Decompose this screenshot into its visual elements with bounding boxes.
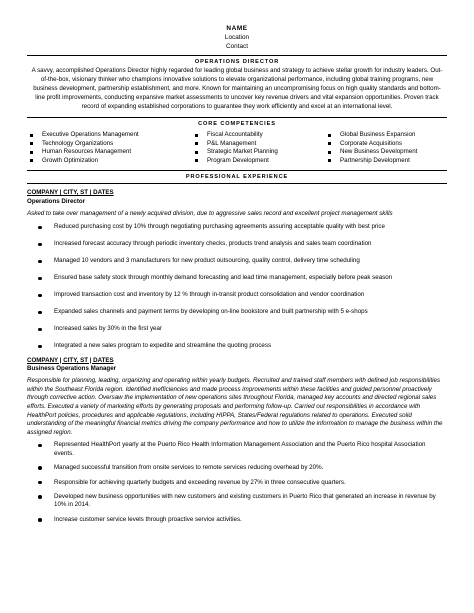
competency-item: Strategic Market Planning bbox=[192, 148, 325, 157]
list-item: Represented HealthPort yearly at the Puerto Rico Health Information Management Association and the Puerto Rico hospital Association events. bbox=[27, 441, 447, 458]
list-item: Improved transaction cost and inventory by 12 % through in-transit product consolidation and vendor coordination bbox=[27, 291, 447, 299]
list-item: Reduced purchasing cost by 10% through negotiating purchasing agreements assuring acceptable quality with best price bbox=[27, 223, 447, 231]
job-header bbox=[27, 357, 447, 373]
list-item: Increase customer service levels through proactive service activities. bbox=[27, 516, 447, 524]
competency-item: Growth Optimization bbox=[27, 157, 192, 166]
job-entry bbox=[27, 189, 447, 350]
summary-title: OPERATIONS DIRECTOR bbox=[194, 59, 280, 65]
competency-item: Global Business Expansion bbox=[325, 131, 447, 140]
list-item: Integrated a new sales program to expedite and streamline the quoting process bbox=[27, 342, 447, 350]
list-item: Expanded sales channels and payment terms by developing on-line bookstore and built partnership with 5 e-shops bbox=[27, 308, 447, 316]
contact-header bbox=[27, 24, 447, 51]
job-description: Responsible for planning, leading, organizing and operating within yearly budgets. Recruited and trained staff members with defined job responsibilities within the Southeast Florida region. Identified inefficiencies and made process improvements within these facilities and guided personnel proactively through corrective action. Oversaw the implementation of new operations sites throughout Florida, managed key accounts and directed regional sales efforts. Executed a variety of marketing efforts by generating proposals and performing follow-up. Carried out responsibilities in accordance with HealthPort policies, procedures and applicable regulations, including HIPPA, States/Federal regulations related to operations. Executed solid understanding of the meaningful financial metrics driving the company performance and how to utilize the information to manage the business within the assigned region. bbox=[27, 377, 443, 436]
competency-item: Executive Operations Management bbox=[27, 131, 192, 140]
job-role: Operations Director bbox=[27, 197, 86, 205]
competency-item: Corporate Acquisitions bbox=[325, 140, 447, 149]
candidate-name: NAME bbox=[226, 25, 248, 32]
competency-column-2 bbox=[192, 131, 325, 165]
experience-title: PROFESSIONAL EXPERIENCE bbox=[185, 174, 289, 181]
job-role: Business Operations Manager bbox=[27, 364, 117, 372]
competency-item: P&L Management bbox=[192, 140, 325, 149]
list-item: Increased sales by 30% in the first year bbox=[27, 325, 447, 333]
competency-item: Human Resources Management bbox=[27, 148, 192, 157]
job-bullets bbox=[27, 441, 447, 524]
candidate-contact: Contact bbox=[225, 43, 249, 50]
competency-item: Program Development bbox=[192, 157, 325, 166]
resume-page bbox=[27, 0, 447, 524]
competency-column-1 bbox=[27, 131, 192, 165]
job-company-line: COMPANY | CITY, ST | DATES bbox=[27, 189, 114, 197]
competencies-title: CORE COMPETENCIES bbox=[198, 121, 276, 127]
summary-divider bbox=[27, 117, 447, 118]
header-divider bbox=[27, 55, 447, 56]
list-item: Managed successful transition from onsite services to remote services reducing overhead by 20%. bbox=[27, 464, 447, 472]
job-entry bbox=[27, 357, 447, 524]
job-header bbox=[27, 189, 447, 205]
candidate-location: Location bbox=[224, 34, 250, 41]
competency-item: New Business Development bbox=[325, 148, 447, 157]
list-item: Ensured base safety stock through monthly demand forecasting and lead time management, especially before peak season bbox=[27, 274, 447, 282]
competencies-grid bbox=[27, 131, 447, 165]
competencies-divider bbox=[27, 170, 447, 171]
job-description: Asked to take over management of a newly acquired division, due to aggressive sales record and excellent project management skills bbox=[27, 209, 393, 217]
job-bullets bbox=[27, 223, 447, 350]
job-company-line: COMPANY | CITY, ST | DATES bbox=[27, 356, 114, 364]
competency-column-3 bbox=[325, 131, 447, 165]
summary-text: A savvy, accomplished Operations Director highly regarded for leading global business and strategy to achieve stellar growth for industry leaders. Out-of-the-box, visionary thinker who champions innovative solutions to elevate organizational performance, including global training programs, new business development, partnership establishment, and more. Known for maintaining an uncompromising focus on high quality standards and bottom-line profit improvements, conducting expansive market assessments to uncover key revenue drivers and vital expansion opportunities. Proven track record of expanding established corporations to guarantee they work efficiently and excel at an international level. bbox=[31, 67, 443, 110]
competency-item: Partnership Development bbox=[325, 157, 447, 166]
list-item: Responsible for achieving quarterly budgets and exceeding revenue by 27% in three consecutive quarters. bbox=[27, 479, 447, 487]
list-item: Increased forecast accuracy through periodic inventory checks, products trend analysis and sales team coordination bbox=[27, 240, 447, 248]
list-item: Developed new business opportunities with new customers and existing customers in Puerto Rico that generated an increase in revenue by 10% in 2014. bbox=[27, 493, 447, 510]
competency-item: Technology Organizations bbox=[27, 140, 192, 149]
competency-item: Fiscal Accountability bbox=[192, 131, 325, 140]
list-item: Managed 10 vendors and 3 manufacturers for new product outsourcing, quality control, delivery time scheduling bbox=[27, 257, 447, 265]
experience-divider bbox=[27, 183, 447, 184]
